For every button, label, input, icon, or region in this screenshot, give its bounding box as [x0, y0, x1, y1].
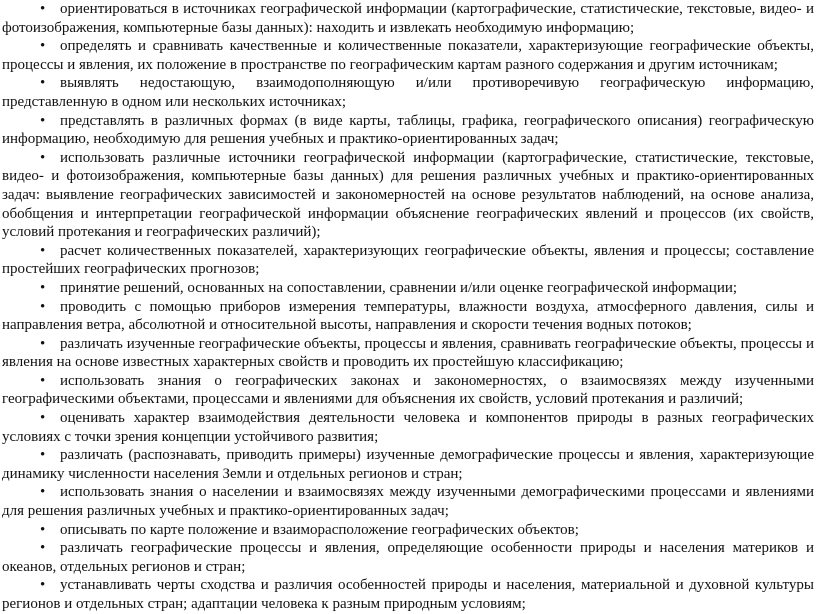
bullet-icon: •	[40, 410, 46, 427]
bullet-icon: •	[40, 447, 46, 464]
list-item-text: оценивать характер взаимодействия деятельности человека и компонентов природы в разных географических условиях с точки зрения концепции устойчивого развития;	[2, 410, 814, 445]
list-item-text: различать изученные географические объекты, процессы и явления, сравнивать географические объекты, процессы и явления на основе известных характерных свойств и проводить их простейшую классификацию;	[2, 335, 814, 371]
list-item-text: определять и сравнивать качественные и количественные показатели, характеризующие географические объекты, процессы и явления, их положение в пространстве по географическим картам разного содержания и другим источникам;	[2, 38, 814, 73]
list-item	[2, 112, 814, 149]
list-item	[2, 335, 814, 372]
list-item	[2, 279, 814, 298]
list-item	[2, 409, 814, 446]
list-item-text: различать (распознавать, приводить примеры) изученные демографические процессы и явления, характеризующие динамику численности населения Земли и отдельных регионов и стран;	[2, 447, 814, 482]
list-item-text: различать географические процессы и явления, определяющие особенности природы и населения материков и океанов, отдельных регионов и стран;	[2, 540, 814, 575]
list-item-text: использовать знания о географических законах и закономерностях, о взаимосвязях между изученными географическими объектами, процессами и явлениями для объяснения их свойств, условий протекания и различий;	[2, 372, 814, 408]
list-item	[2, 37, 814, 74]
list-item	[2, 149, 814, 242]
list-item	[2, 298, 814, 335]
list-item-text: описывать по карте положение и взаиморасположение географических объектов;	[60, 521, 579, 538]
list-item	[2, 446, 814, 483]
list-item-text: ориентироваться в источниках географической информации (картографические, статистические, текстовые, видео- и фотоизображения, компьютерные базы данных): находить и извлекать необходимую информацию;	[2, 1, 814, 36]
list-item-text: представлять в различных формах (в виде карты, таблицы, графика, географического описания) географическую информацию, необходимую для решения учебных и практико-ориентированных задач;	[2, 112, 814, 148]
bullet-icon: •	[40, 521, 46, 538]
list-item	[2, 483, 814, 520]
list-item	[2, 539, 814, 576]
list-item	[2, 576, 814, 613]
bullet-icon: •	[40, 75, 46, 92]
bullet-icon: •	[40, 279, 46, 296]
list-item-text: расчет количественных показателей, характеризующих географические объекты, явления и процессы; составление простейших географических прогнозов;	[2, 242, 814, 278]
list-item-text: устанавливать черты сходства и различия особенностей природы и населения, материальной и духовной культуры регионов и отдельных стран; адаптации человека к разным природным условиям;	[2, 577, 814, 612]
document-body	[2, 0, 814, 614]
list-item	[2, 521, 814, 540]
bullet-icon: •	[40, 577, 46, 594]
bullet-icon: •	[40, 298, 46, 315]
bullet-icon: •	[40, 372, 46, 389]
list-item	[2, 242, 814, 279]
bullet-icon: •	[40, 484, 46, 501]
bullet-icon: •	[40, 1, 46, 17]
list-item-text: принятие решений, основанных на сопоставлении, сравнении и/или оценке географической информации;	[60, 279, 738, 296]
bullet-icon: •	[40, 38, 46, 55]
bullet-icon: •	[40, 335, 46, 352]
list-item-text: выявлять недостающую, взаимодополняющую и/или противоречивую географическую информацию, представленную в одном или нескольких источниках;	[2, 75, 814, 110]
list-item	[2, 372, 814, 409]
list-item-text: использовать различные источники географической информации (картографические, статистические, текстовые, видео- и фотоизображения, компьютерные базы данных) для решения различных учебных и практико-ориентированных задач: выявление географических зависимостей и закономерностей на основе результатов наблюдений, на основе анализа, обобщения и интерпретации географической информации объяснение географических явлений и процессов (их свойств, условий протекания и географических различий);	[2, 149, 814, 241]
list-item	[2, 74, 814, 111]
bullet-icon: •	[40, 149, 46, 166]
list-item	[2, 0, 814, 37]
bullet-icon: •	[40, 540, 46, 557]
bullet-icon: •	[40, 112, 46, 129]
list-item-text: проводить с помощью приборов измерения температуры, влажности воздуха, атмосферного давления, силы и направления ветра, абсолютной и относительной высоты, направления и скорости течения водных потоков;	[2, 298, 814, 334]
list-item-text: использовать знания о населении и взаимосвязях между изученными демографическими процессами и явлениями для решения различных учебных и практико-ориентированных задач;	[2, 484, 814, 520]
bullet-icon: •	[40, 242, 46, 259]
